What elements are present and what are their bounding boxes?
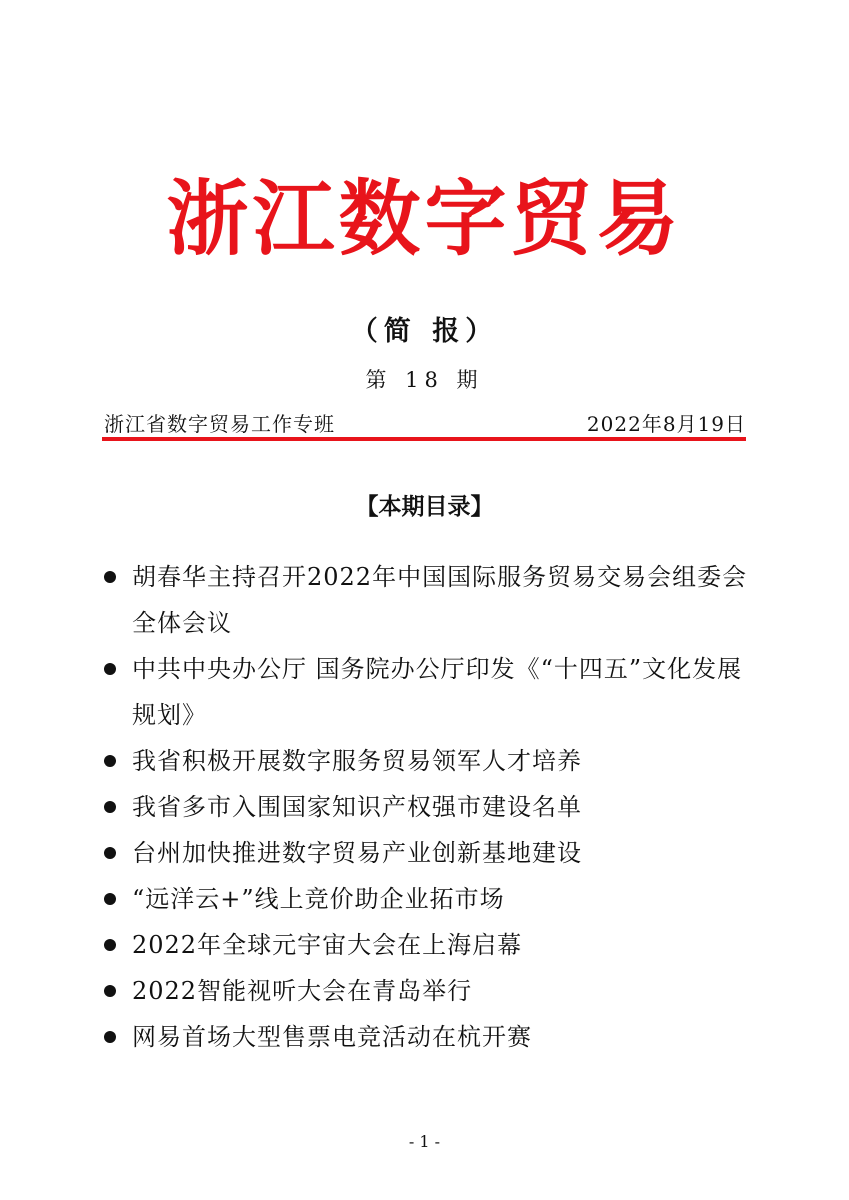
issuer-name: 浙江省数字贸易工作专班 bbox=[104, 412, 335, 436]
toc-item[interactable] bbox=[104, 1014, 754, 1060]
document-subtitle: （简 报） bbox=[350, 316, 499, 347]
toc-item[interactable] bbox=[104, 646, 754, 738]
bullet-icon bbox=[104, 755, 116, 767]
page-number: - 1 - bbox=[408, 1132, 441, 1151]
issue-number: 第 18 期 bbox=[365, 368, 484, 392]
bullet-icon bbox=[104, 1031, 116, 1043]
toc-item[interactable] bbox=[104, 830, 754, 876]
toc-item[interactable] bbox=[104, 876, 754, 922]
bullet-icon bbox=[104, 985, 116, 997]
toc-item[interactable] bbox=[104, 738, 754, 784]
bullet-icon bbox=[104, 663, 116, 675]
toc-heading: 【本期目录】 bbox=[355, 494, 494, 520]
issue-date: 2022年8月19日 bbox=[586, 412, 746, 436]
toc-item-text: 中共中央办公厅 国务院办公厅印发《“十四五”文化发展规划》 bbox=[132, 655, 743, 729]
toc-list bbox=[104, 554, 754, 1060]
red-divider bbox=[102, 437, 746, 441]
toc-item[interactable] bbox=[104, 554, 754, 646]
bullet-icon bbox=[104, 801, 116, 813]
toc-item[interactable] bbox=[104, 784, 754, 830]
toc-item-text: 2022智能视听大会在青岛举行 bbox=[132, 977, 473, 1005]
bullet-icon bbox=[104, 893, 116, 905]
bullet-icon bbox=[104, 571, 116, 583]
toc-item-text: 胡春华主持召开2022年中国国际服务贸易交易会组委会全体会议 bbox=[132, 563, 748, 637]
issuer-row bbox=[104, 408, 746, 437]
toc-item-text: 2022年全球元宇宙大会在上海启幕 bbox=[132, 931, 523, 959]
bullet-icon bbox=[104, 939, 116, 951]
toc-item[interactable] bbox=[104, 968, 754, 1014]
toc-item-text: 我省多市入围国家知识产权强市建设名单 bbox=[132, 793, 582, 821]
toc-item-text: 网易首场大型售票电竞活动在杭开赛 bbox=[132, 1023, 532, 1051]
bullet-icon bbox=[104, 847, 116, 859]
toc-item-text: 台州加快推进数字贸易产业创新基地建设 bbox=[132, 839, 582, 867]
toc-item[interactable] bbox=[104, 922, 754, 968]
toc-item-text: “远洋云+”线上竞价助企业拓市场 bbox=[132, 885, 505, 913]
toc-item-text: 我省积极开展数字服务贸易领军人才培养 bbox=[132, 747, 582, 775]
masthead-title: 浙江数字贸易 bbox=[166, 171, 683, 267]
